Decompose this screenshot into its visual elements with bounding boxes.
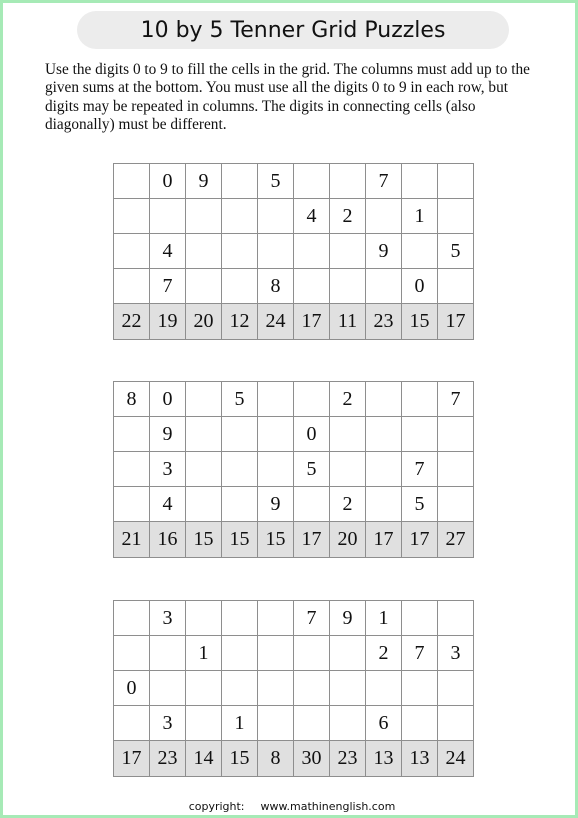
grid-cell[interactable] [114,199,150,234]
grid-cell[interactable]: 7 [150,269,186,304]
grid-cell[interactable]: 5 [402,487,438,522]
grid-cell[interactable] [222,269,258,304]
grid-cell[interactable]: 1 [402,199,438,234]
grid-cell[interactable] [438,671,474,706]
column-sum: 13 [402,741,438,777]
grid-cell[interactable] [258,601,294,636]
grid-cell[interactable] [186,417,222,452]
column-sum: 11 [330,304,366,340]
column-sums-row [114,304,474,340]
grid-cell[interactable] [258,417,294,452]
grid-cell[interactable]: 8 [258,269,294,304]
grid-cell[interactable] [402,706,438,741]
grid-cell[interactable] [330,417,366,452]
grid-cell[interactable] [330,164,366,199]
column-sum: 17 [366,522,402,558]
grid-row [114,601,474,636]
column-sum: 17 [402,522,438,558]
grid-cell[interactable] [258,199,294,234]
grid-row [114,164,474,199]
grid-cell[interactable] [294,487,330,522]
grid-cell[interactable] [294,164,330,199]
grid-cell[interactable] [330,452,366,487]
grid-cell[interactable] [150,636,186,671]
grid-cell[interactable]: 1 [186,636,222,671]
grid-row [114,671,474,706]
page-title: 10 by 5 Tenner Grid Puzzles [77,11,509,49]
column-sum: 21 [114,522,150,558]
grid-cell[interactable] [222,601,258,636]
grid-cell[interactable] [402,417,438,452]
grid-cell[interactable] [438,199,474,234]
grid-cell[interactable] [258,234,294,269]
column-sum: 12 [222,304,258,340]
column-sum: 23 [330,741,366,777]
grid-cell[interactable]: 6 [366,706,402,741]
grid-cell[interactable] [114,269,150,304]
grid-cell[interactable] [294,269,330,304]
grid-cell[interactable] [294,382,330,417]
grid-cell[interactable]: 5 [222,382,258,417]
website-link[interactable]: www.mathinenglish.com [260,800,396,813]
grid-cell[interactable] [438,164,474,199]
grid-cell[interactable] [366,269,402,304]
grid-cell[interactable]: 1 [366,601,402,636]
grid-cell[interactable] [222,487,258,522]
column-sum: 17 [114,741,150,777]
grid-row [114,382,474,417]
grid-cell[interactable]: 0 [150,382,186,417]
grid-cell[interactable] [186,269,222,304]
column-sums-row [114,522,474,558]
grid-cell[interactable]: 0 [402,269,438,304]
column-sum: 27 [438,522,474,558]
grid-cell[interactable] [330,269,366,304]
grid-cell[interactable] [438,487,474,522]
column-sum: 30 [294,741,330,777]
grid-cell[interactable]: 2 [330,382,366,417]
grid-cell[interactable] [186,671,222,706]
grid-cell[interactable] [150,199,186,234]
grid-cell[interactable]: 0 [114,671,150,706]
grid-cell[interactable]: 0 [294,417,330,452]
column-sum: 15 [258,522,294,558]
column-sum: 17 [438,304,474,340]
grid-cell[interactable] [330,636,366,671]
column-sum: 13 [366,741,402,777]
grid-cell[interactable] [402,164,438,199]
grid-cell[interactable] [114,452,150,487]
grid-cell[interactable] [114,706,150,741]
grid-cell[interactable] [258,636,294,671]
grid-cell[interactable] [186,234,222,269]
column-sum: 16 [150,522,186,558]
column-sum: 15 [222,522,258,558]
grid-cell[interactable] [186,452,222,487]
grid-cell[interactable] [186,706,222,741]
grid-cell[interactable] [294,706,330,741]
instructions-text: Use the digits 0 to 9 to fill the cells in the grid. The columns must add up to the given sums at the bottom. You must use all the digits 0 to 9 in each row, but digits may be repeated in columns. The digits in connecting cells (also diagonally) must be different. [45,61,530,133]
grid-cell[interactable]: 8 [114,382,150,417]
grid-cell[interactable] [258,382,294,417]
grid-row [114,636,474,671]
grid-row [114,417,474,452]
tenner-grid-puzzle-3 [113,600,474,777]
grid-cell[interactable]: 2 [366,636,402,671]
column-sum: 14 [186,741,222,777]
grid-cell[interactable] [258,706,294,741]
grid-cell[interactable] [294,671,330,706]
grid-cell[interactable]: 2 [330,487,366,522]
grid-cell[interactable] [366,417,402,452]
grid-cell[interactable]: 5 [294,452,330,487]
grid-cell[interactable]: 1 [222,706,258,741]
column-sum: 24 [438,741,474,777]
grid-cell[interactable] [258,671,294,706]
column-sum: 23 [366,304,402,340]
grid-cell[interactable] [402,601,438,636]
grid-cell[interactable] [222,199,258,234]
grid-cell[interactable] [222,417,258,452]
grid-cell[interactable]: 4 [294,199,330,234]
grid-cell[interactable] [222,636,258,671]
column-sum: 24 [258,304,294,340]
grid-cell[interactable]: 7 [402,452,438,487]
grid-cell[interactable] [438,706,474,741]
grid-cell[interactable]: 7 [294,601,330,636]
grid-row [114,706,474,741]
grid-cell[interactable] [186,382,222,417]
grid-cell[interactable]: 5 [438,234,474,269]
grid-cell[interactable]: 5 [258,164,294,199]
tenner-grid-puzzle-1 [113,163,474,340]
column-sum: 17 [294,522,330,558]
tenner-grid-puzzle-2 [113,381,474,558]
grid-cell[interactable] [294,636,330,671]
grid-cell[interactable] [366,199,402,234]
grid-cell[interactable]: 3 [438,636,474,671]
grid-cell[interactable]: 9 [150,417,186,452]
grid-cell[interactable] [438,452,474,487]
grid-cell[interactable] [186,199,222,234]
grid-cell[interactable] [114,601,150,636]
grid-cell[interactable] [294,234,330,269]
column-sum: 8 [258,741,294,777]
grid-cell[interactable]: 2 [330,199,366,234]
grid-cell[interactable] [114,487,150,522]
grid-cell[interactable]: 7 [366,164,402,199]
grid-cell[interactable] [366,452,402,487]
column-sum: 20 [330,522,366,558]
grid-cell[interactable]: 3 [150,452,186,487]
grid-cell[interactable]: 4 [150,234,186,269]
column-sum: 17 [294,304,330,340]
grid-cell[interactable] [258,452,294,487]
grid-cell[interactable] [438,269,474,304]
grid-cell[interactable] [114,234,150,269]
column-sum: 15 [402,304,438,340]
grid-cell[interactable] [402,234,438,269]
grid-cell[interactable]: 3 [150,706,186,741]
column-sums-row [114,741,474,777]
column-sum: 19 [150,304,186,340]
copyright-label: copyright: [188,800,245,813]
footer [3,800,578,813]
grid-cell[interactable] [366,671,402,706]
grid-row [114,234,474,269]
grid-cell[interactable]: 0 [150,164,186,199]
grid-cell[interactable] [402,671,438,706]
grid-cell[interactable] [222,234,258,269]
grid-cell[interactable] [186,487,222,522]
grid-cell[interactable] [438,601,474,636]
grid-cell[interactable]: 9 [366,234,402,269]
grid-cell[interactable]: 9 [186,164,222,199]
grid-cell[interactable] [330,234,366,269]
grid-cell[interactable]: 4 [150,487,186,522]
column-sum: 20 [186,304,222,340]
grid-cell[interactable]: 7 [402,636,438,671]
grid-cell[interactable]: 3 [150,601,186,636]
column-sum: 23 [150,741,186,777]
grid-cell[interactable] [330,706,366,741]
column-sum: 22 [114,304,150,340]
grid-cell[interactable] [402,382,438,417]
grid-cell[interactable]: 9 [330,601,366,636]
grid-cell[interactable] [114,164,150,199]
grid-row [114,269,474,304]
grid-cell[interactable] [114,636,150,671]
grid-cell[interactable] [438,417,474,452]
grid-row [114,452,474,487]
grid-cell[interactable] [114,417,150,452]
column-sum: 15 [222,741,258,777]
grid-cell[interactable] [222,452,258,487]
grid-cell[interactable] [330,671,366,706]
grid-cell[interactable] [222,671,258,706]
grid-row [114,487,474,522]
grid-cell[interactable]: 9 [258,487,294,522]
grid-cell[interactable] [222,164,258,199]
column-sum: 15 [186,522,222,558]
grid-cell[interactable] [150,671,186,706]
grid-row [114,199,474,234]
grid-cell[interactable]: 7 [438,382,474,417]
grid-cell[interactable] [366,382,402,417]
grid-cell[interactable] [186,601,222,636]
grid-cell[interactable] [366,487,402,522]
